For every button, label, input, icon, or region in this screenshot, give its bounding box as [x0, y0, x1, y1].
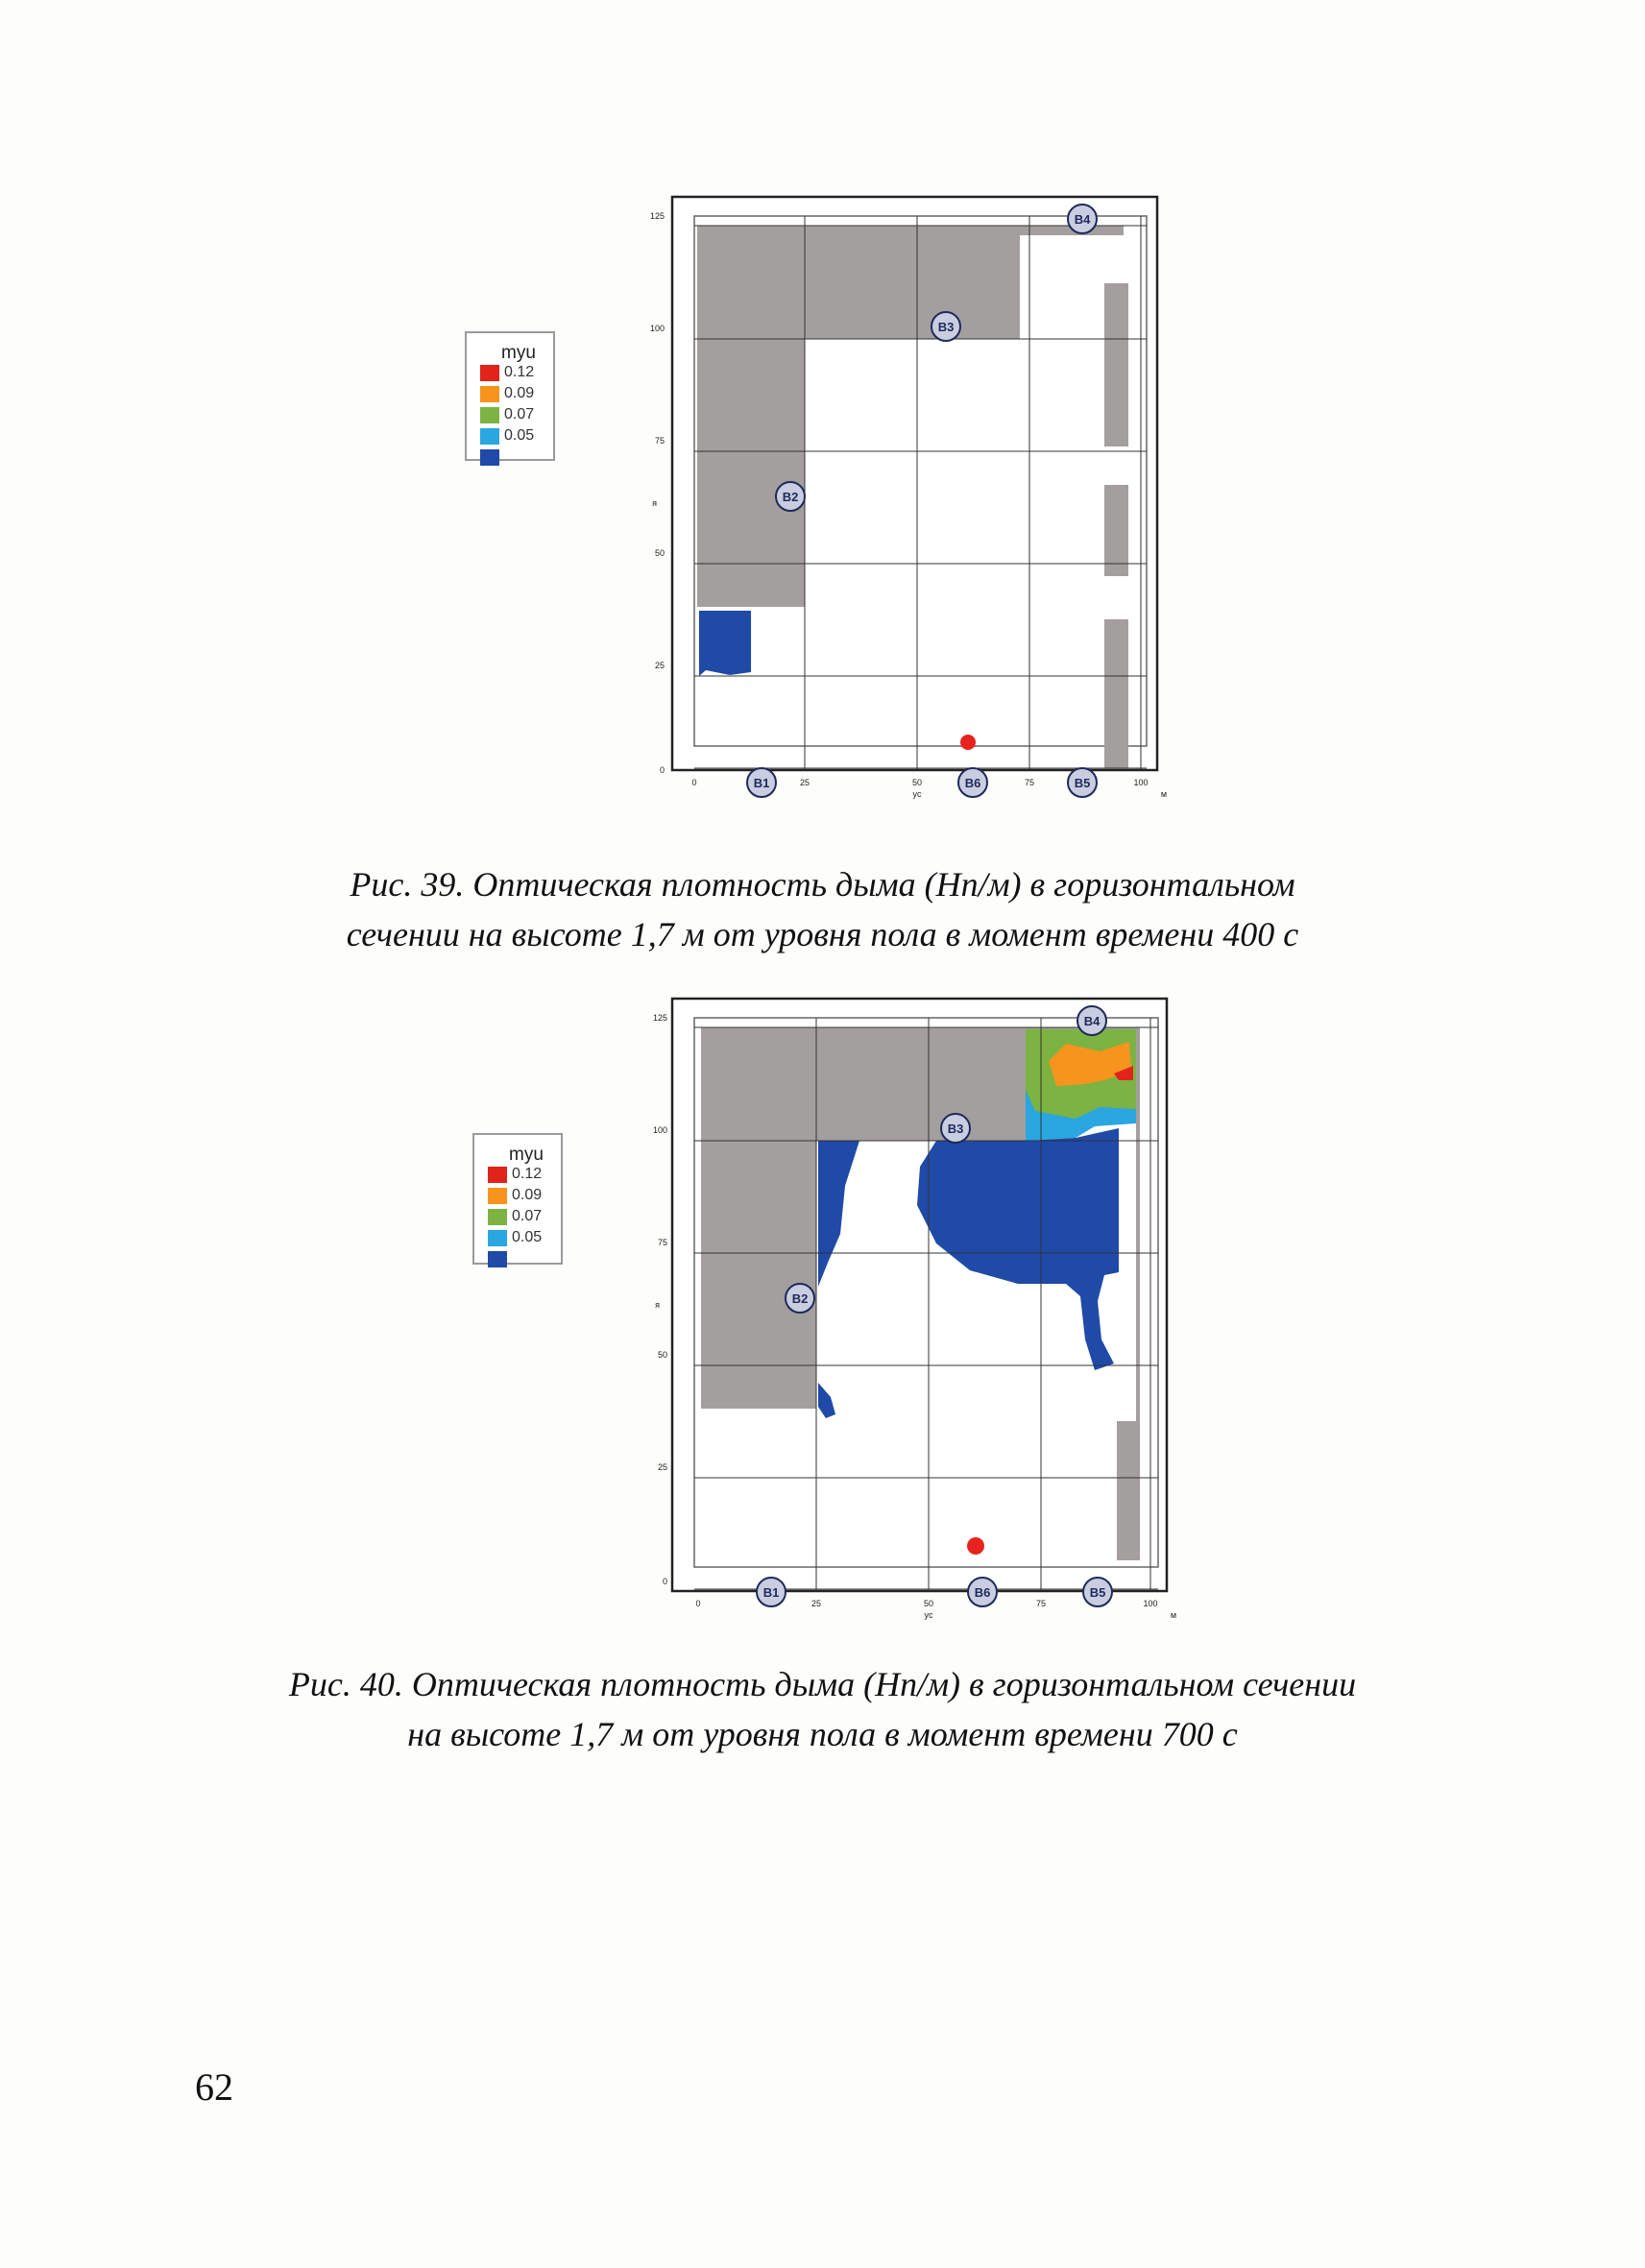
y-tick: 25: [654, 661, 665, 670]
marker-b3: [931, 312, 960, 341]
svg-text:B3: B3: [947, 1122, 964, 1136]
figure-40: [0, 984, 1645, 1656]
y-tick: 75: [657, 1238, 667, 1247]
legend-item: 0.05: [488, 1227, 561, 1248]
svg-text:B4: B4: [1083, 1014, 1101, 1028]
y-tick: 125: [649, 211, 665, 221]
page-number: 62: [195, 2065, 233, 2109]
fire-source: [967, 1537, 984, 1555]
y-axis-label: я: [655, 1300, 660, 1310]
legend-title: myu: [509, 1145, 544, 1165]
x-tick: 25: [810, 1599, 822, 1608]
marker-b4: [1068, 205, 1097, 233]
smoke-region: [699, 611, 751, 676]
corner-label: м: [1170, 1610, 1177, 1620]
marker-b4: [1077, 1006, 1106, 1035]
marker-b1: [747, 768, 776, 797]
marker-b6: [968, 1578, 997, 1606]
legend-swatch: [480, 428, 499, 445]
legend-swatch: [480, 365, 499, 381]
legend: [472, 1133, 563, 1265]
svg-text:B5: B5: [1074, 776, 1091, 790]
svg-text:B2: B2: [782, 490, 799, 504]
y-tick: 25: [657, 1462, 667, 1472]
legend-item: 0.12: [488, 1164, 561, 1185]
y-axis-label: я: [652, 498, 657, 508]
legend-title: myu: [501, 343, 536, 363]
legend-item: 0.07: [480, 404, 553, 425]
x-tick: 50: [923, 1599, 934, 1608]
legend-swatch: [488, 1251, 507, 1267]
caption-line: Рис. 40. Оптическая плотность дыма (Нп/м) в горизонтальном сечении: [288, 1665, 1357, 1703]
legend-item: 0.07: [488, 1206, 561, 1227]
legend-item: [488, 1248, 561, 1269]
y-tick: 0: [662, 1577, 667, 1586]
y-tick: 125: [652, 1013, 667, 1023]
x-tick: 0: [691, 778, 697, 787]
marker-b1: [757, 1578, 786, 1606]
x-axis-label: ус: [924, 1610, 933, 1620]
legend-swatch: [480, 386, 499, 402]
svg-text:B4: B4: [1074, 212, 1091, 227]
legend-swatch: [488, 1167, 507, 1183]
y-tick: 75: [654, 436, 665, 446]
legend-swatch: [488, 1209, 507, 1225]
corner-label: м: [1160, 789, 1168, 799]
svg-text:B6: B6: [974, 1585, 991, 1600]
y-tick: 0: [659, 765, 665, 775]
legend-swatch: [488, 1188, 507, 1204]
fire-source: [960, 735, 976, 750]
caption-line: Рис. 39. Оптическая плотность дыма (Нп/м) в горизонтальном: [350, 865, 1295, 904]
x-tick: 100: [1143, 1599, 1158, 1608]
wall-area: [1104, 619, 1128, 768]
svg-text:B2: B2: [791, 1291, 809, 1306]
y-tick: 50: [654, 548, 665, 558]
marker-b5: [1068, 768, 1097, 797]
y-tick: 100: [649, 324, 665, 333]
smoke-density-plot-400s: [0, 182, 1645, 855]
marker-b3: [941, 1114, 970, 1143]
legend-swatch: [480, 407, 499, 423]
figure-40-caption: [0, 1659, 1645, 1759]
svg-text:B5: B5: [1089, 1585, 1106, 1600]
marker-b5: [1083, 1578, 1112, 1606]
svg-text:B3: B3: [937, 320, 955, 334]
legend-swatch: [480, 449, 499, 466]
x-tick: 25: [799, 778, 810, 787]
svg-text:B6: B6: [964, 776, 981, 790]
legend: [465, 331, 555, 461]
y-tick: 100: [652, 1125, 667, 1135]
svg-text:B1: B1: [753, 776, 770, 790]
caption-line: на высоте 1,7 м от уровня пола в момент времени 700 с: [407, 1715, 1238, 1753]
y-tick: 50: [657, 1350, 667, 1360]
x-tick: 75: [1024, 778, 1035, 787]
marker-b6: [958, 768, 987, 797]
legend-item: 0.09: [480, 383, 553, 404]
wall-area: [1104, 283, 1128, 446]
marker-b2: [786, 1284, 814, 1313]
x-tick: 50: [911, 778, 923, 787]
legend-item: 0.09: [488, 1185, 561, 1206]
svg-text:B1: B1: [762, 1585, 780, 1600]
x-tick: 100: [1133, 778, 1149, 787]
caption-line: сечении на высоте 1,7 м от уровня пола в момент времени 400 с: [346, 915, 1299, 953]
legend-item: 0.05: [480, 425, 553, 446]
marker-b2: [776, 482, 805, 511]
figure-39-caption: [0, 859, 1645, 959]
figure-39: [0, 182, 1645, 855]
x-axis-label: ус: [912, 789, 922, 799]
x-tick: 75: [1035, 1599, 1047, 1608]
legend-item: 0.12: [480, 362, 553, 383]
x-tick: 0: [695, 1599, 701, 1608]
smoke-density-plot-700s: [0, 984, 1645, 1656]
legend-item: [480, 446, 553, 468]
legend-swatch: [488, 1230, 507, 1246]
wall-area: [1104, 485, 1128, 576]
